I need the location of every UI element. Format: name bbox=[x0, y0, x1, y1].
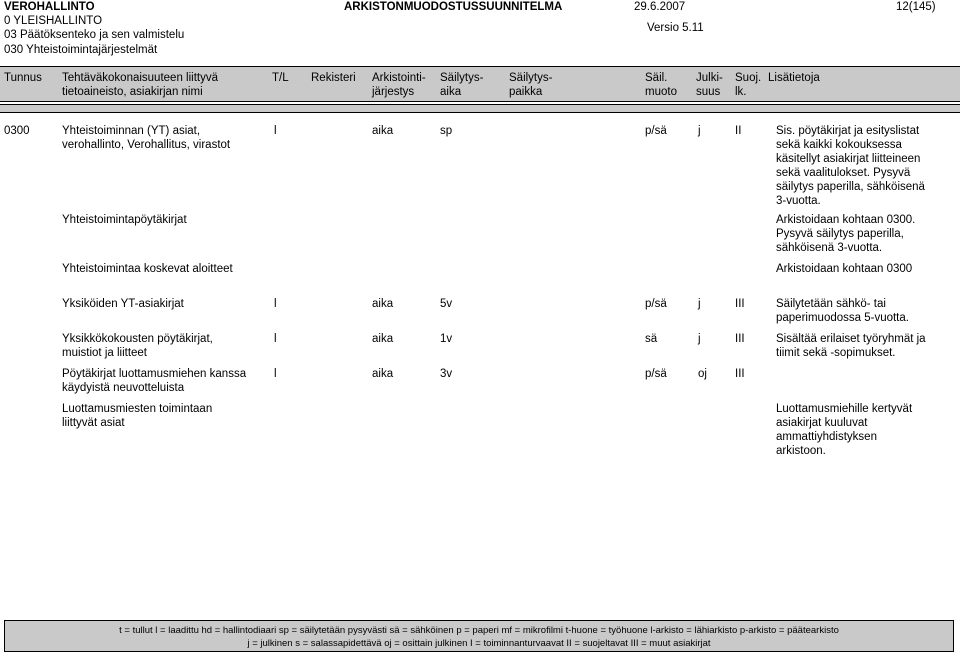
row-lisatietoja: Sisältää erilaiset työryhmät ja tiimit sekä -sopimukset. bbox=[776, 333, 926, 359]
col-tehtava-line1: Tehtäväkokonaisuuteen liittyvä bbox=[62, 72, 218, 84]
col-suoj-line1: Suoj. bbox=[735, 72, 762, 84]
row-tl: l bbox=[274, 333, 277, 345]
header-separator-band bbox=[0, 104, 960, 113]
legend-line-2: j = julkinen s = salassapidettävä oj = osittain julkinen I = toiminnanturvaavat II = suojeltavat III = muut asiakirjat bbox=[247, 638, 711, 649]
row-muoto: p/sä bbox=[645, 125, 667, 137]
row-arkistointi: aika bbox=[372, 298, 394, 310]
col-tehtava-line2: tietoaineisto, asiakirjan nimi bbox=[62, 86, 203, 98]
row-muoto: p/sä bbox=[645, 298, 667, 310]
col-tunnus: Tunnus bbox=[4, 72, 42, 84]
col-sailytyspaikka-line2: paikka bbox=[509, 86, 543, 98]
row-muoto: p/sä bbox=[645, 368, 667, 380]
row-aika: 1v bbox=[440, 333, 453, 345]
col-lisatietoja: Lisätietoja bbox=[768, 72, 820, 84]
row-name: Yhteistoiminnan (YT) asiat, verohallinto, Verohallitus, virastot bbox=[62, 125, 231, 151]
category-level-2: 03 Päätöksenteko ja sen valmistelu bbox=[4, 29, 185, 41]
category-level-1: 0 YLEISHALLINTO bbox=[4, 15, 103, 27]
col-arkistointi-line1: Arkistointi- bbox=[372, 72, 426, 84]
column-header-band bbox=[0, 66, 960, 102]
col-arkistointi-line2: järjestys bbox=[372, 86, 415, 98]
row-julkisuus: oj bbox=[698, 368, 707, 380]
row-suoj: II bbox=[735, 125, 742, 137]
col-rekisteri: Rekisteri bbox=[311, 72, 356, 84]
row-name: Yhteistoimintapöytäkirjat bbox=[62, 214, 187, 226]
document-version: Versio 5.11 bbox=[647, 22, 704, 34]
row-julkisuus: j bbox=[698, 333, 701, 345]
row-name: Luottamusmiesten toimintaan liittyvät asiat bbox=[62, 403, 213, 429]
abbreviation-legend bbox=[4, 620, 954, 652]
col-sailytyspaikka-line1: Säilytys- bbox=[509, 72, 553, 84]
row-tunnus: 0300 bbox=[4, 125, 30, 137]
row-tl: l bbox=[274, 368, 277, 380]
row-name: Yksiköiden YT-asiakirjat bbox=[62, 298, 184, 310]
row-aika: 3v bbox=[440, 368, 453, 380]
row-suoj: III bbox=[735, 298, 745, 310]
row-lisatietoja: Luottamusmiehille kertyvät asiakirjat kuuluvat ammattiyhdistyksen arkistoon. bbox=[776, 403, 913, 457]
row-julkisuus: j bbox=[698, 125, 701, 137]
col-julkisuus-line1: Julki- bbox=[696, 72, 723, 84]
col-sailmuoto-line2: muoto bbox=[645, 86, 677, 98]
row-arkistointi: aika bbox=[372, 125, 394, 137]
col-sailmuoto-line1: Säil. bbox=[645, 72, 668, 84]
row-tl: l bbox=[274, 298, 277, 310]
row-lisatietoja: Arkistoidaan kohtaan 0300 bbox=[776, 263, 913, 275]
category-level-3: 030 Yhteistoimintajärjestelmät bbox=[4, 44, 158, 56]
row-name: Yksikkökokousten pöytäkirjat, muistiot ja liitteet bbox=[62, 333, 213, 359]
row-lisatietoja: Arkistoidaan kohtaan 0300. Pysyvä säilytys paperilla, sähköisenä 3-vuotta. bbox=[776, 214, 916, 254]
col-sailytysaika-line1: Säilytys- bbox=[440, 72, 484, 84]
row-aika: sp bbox=[440, 125, 453, 137]
row-lisatietoja: Sis. pöytäkirjat ja esityslistat sekä kaikki kokouksessa käsitellyt asiakirjat liitteineen sekä vaalitulokset. Pysyvä säilytys paperilla, sähköisenä 3-vuotta. bbox=[776, 125, 925, 207]
row-muoto: sä bbox=[645, 333, 658, 345]
document-date: 29.6.2007 bbox=[634, 1, 686, 13]
organization-name: VEROHALLINTO bbox=[4, 1, 95, 13]
row-julkisuus: j bbox=[698, 298, 701, 310]
row-aika: 5v bbox=[440, 298, 453, 310]
row-suoj: III bbox=[735, 333, 745, 345]
document-title: ARKISTONMUODOSTUSSUUNNITELMA bbox=[344, 1, 563, 13]
row-name: Pöytäkirjat luottamusmiehen kanssa käydyistä neuvotteluista bbox=[62, 368, 247, 394]
page-number: 12(145) bbox=[896, 1, 936, 13]
col-julkisuus-line2: suus bbox=[696, 86, 721, 98]
row-lisatietoja: Säilytetään sähkö- tai paperimuodossa 5-vuotta. bbox=[776, 298, 909, 324]
col-suoj-line2: lk. bbox=[735, 86, 747, 98]
row-suoj: III bbox=[735, 368, 745, 380]
row-tl: l bbox=[274, 125, 277, 137]
legend-line-1: t = tullut l = laadittu hd = hallintodiaari sp = säilytetään pysyvästi sä = sähköinen p = paperi mf = mikrofilmi t-huone = työhuone l-arkisto = lähiarkisto p-arkisto = päätearkisto bbox=[119, 625, 839, 636]
col-sailytysaika-line2: aika bbox=[440, 86, 462, 98]
row-arkistointi: aika bbox=[372, 333, 394, 345]
row-name: Yhteistoimintaa koskevat aloitteet bbox=[62, 263, 233, 275]
row-arkistointi: aika bbox=[372, 368, 394, 380]
col-tl: T/L bbox=[272, 72, 289, 84]
